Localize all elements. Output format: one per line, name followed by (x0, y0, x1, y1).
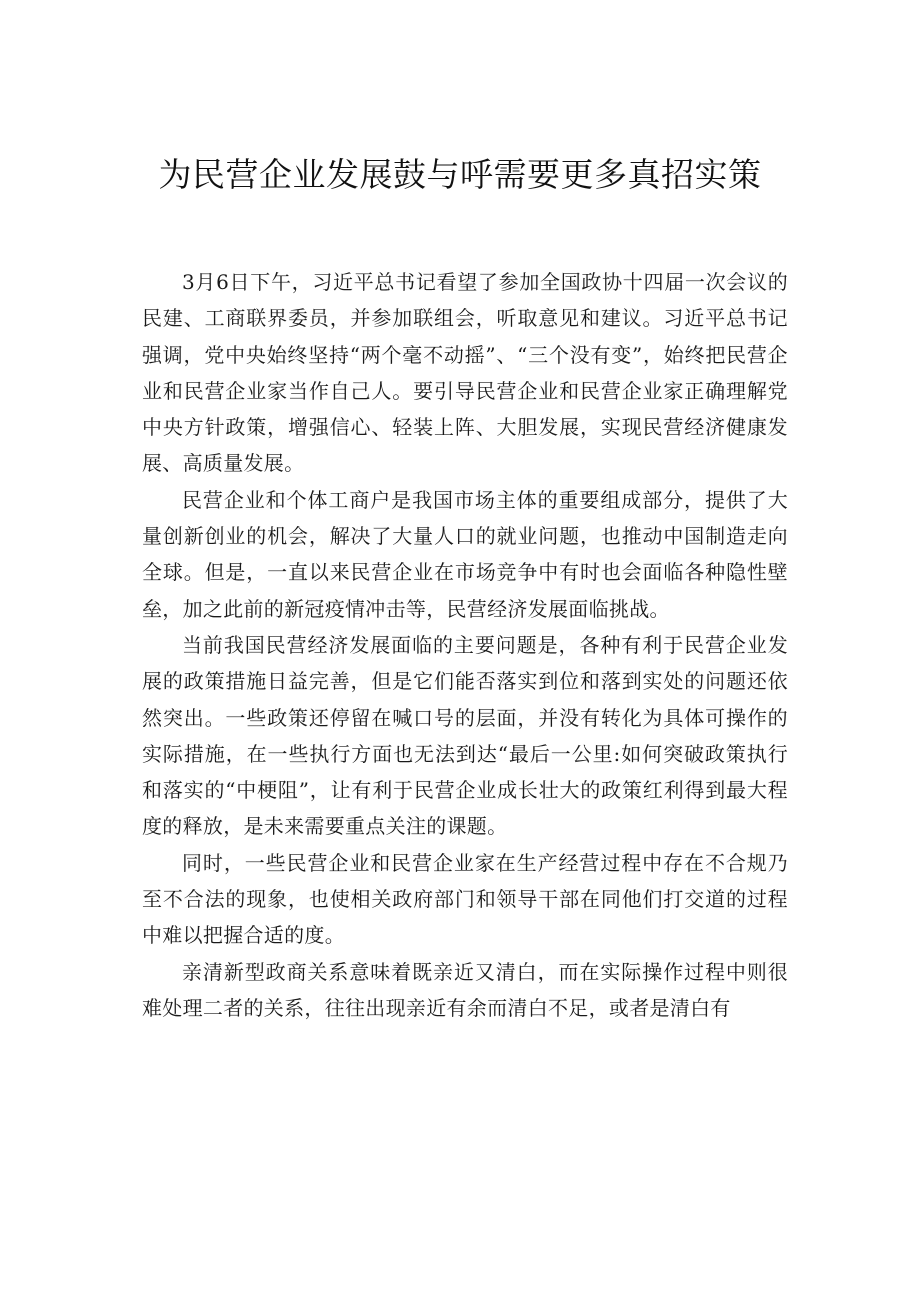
document-body (142, 264, 788, 1026)
document-title: 为民营企业发展鼓与呼需要更多真招实策 (158, 155, 762, 194)
paragraph-4: 同时，一些民营企业和民营企业家在生产经营过程中存在不合规乃至不合法的现象，也使相关政府部门和领导干部在同他们打交道的过程中难以把握合适的度。 (142, 850, 788, 948)
paragraph-5: 亲清新型政商关系意味着既亲近又清白，而在实际操作过程中则很难处理二者的关系，往往出现亲近有余而清白不足，或者是清白有 (142, 959, 788, 1020)
paragraph-2: 民营企业和个体工商户是我国市场主体的重要组成部分，提供了大量创新创业的机会，解决了大量人口的就业问题，也推动中国制造走向全球。但是，一直以来民营企业在市场竞争中有时也会面临各种隐性壁垒，加之此前的新冠疫情冲击等，民营经济发展面临挑战。 (142, 487, 788, 621)
paragraph-1: 3月6日下午，习近平总书记看望了参加全国政协十四届一次会议的民建、工商联界委员，并参加联组会，听取意见和建议。习近平总书记强调，党中央始终坚持“两个毫不动摇”、“三个没有变”，始终把民营企业和民营企业家当作自己人。要引导民营企业和民营企业家正确理解党中央方针政策，增强信心、轻装上阵、大胆发展，实现民营经济健康发展、高质量发展。 (142, 270, 788, 476)
paragraph-3: 当前我国民营经济发展面临的主要问题是，各种有利于民营企业发展的政策措施日益完善，但是它们能否落实到位和落到实处的问题还依然突出。一些政策还停留在喊口号的层面，并没有转化为具体可操作的实际措施，在一些执行方面也无法到达“最后一公里:如何突破政策执行和落实的“中梗阻”，让有利于民营企业成长壮大的政策红利得到最大程度的释放，是未来需要重点关注的课题。 (142, 632, 788, 839)
